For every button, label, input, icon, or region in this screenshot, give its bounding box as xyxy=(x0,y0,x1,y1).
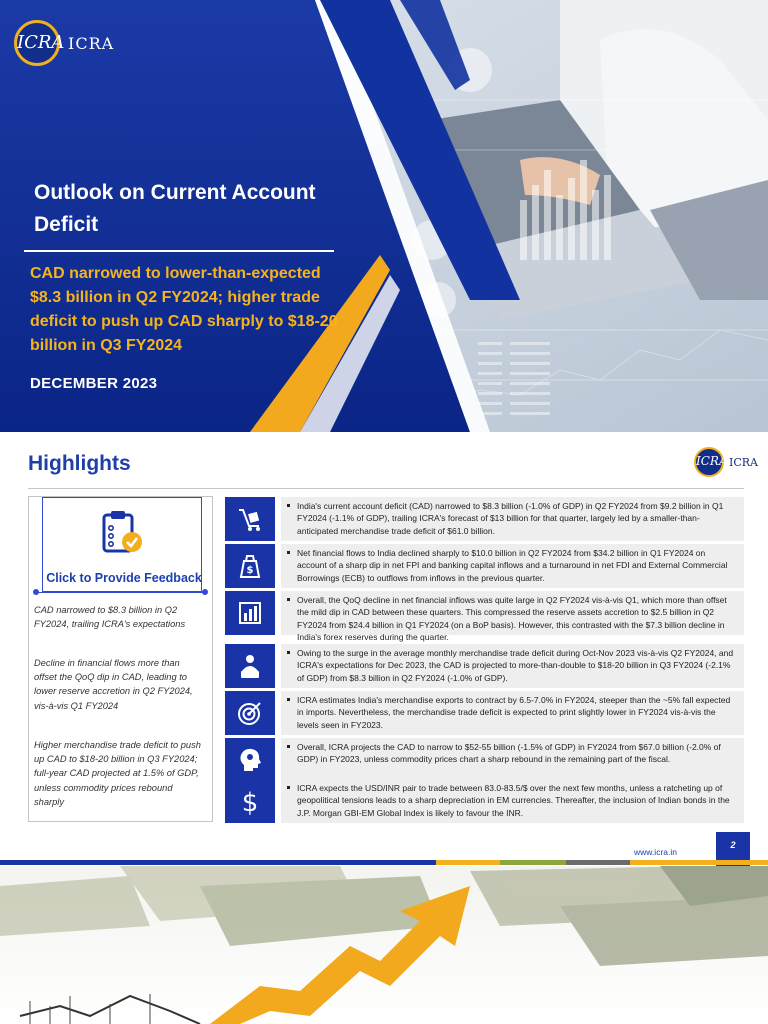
highlights-brand-name: ICRA xyxy=(729,455,758,469)
highlight-row xyxy=(225,497,744,541)
person-laptop-icon xyxy=(225,644,275,688)
clipboard-check-icon xyxy=(96,508,146,558)
footer-stripe xyxy=(436,860,500,865)
highlight-row xyxy=(225,544,744,588)
summary-note-1: CAD narrowed to $8.3 billion in Q2 FY2024, trailing ICRA's expectations xyxy=(34,605,186,630)
emblem-letters: ICRA xyxy=(17,32,65,53)
cover-title: Outlook on Current Account Deficit xyxy=(34,181,316,236)
highlight-text: Overall, the QoQ decline in net financial inflows was quite large in Q2 FY2024 vis-à-vis Q1, which more than offset the mild dip in CAD between these quarters. This compressed the reserve assets accretion to $2.5 billion in Q2 FY2024 from $24.4 billion in Q1 FY2024 (on a BoP basis). However, this contrasted with the $7.3 billion decline in India's forex reserves during the quarter. xyxy=(281,591,744,635)
highlights-title: Highlights xyxy=(28,452,131,475)
footer-stripe xyxy=(500,860,566,865)
bar-chart-icon xyxy=(225,591,275,635)
cover-date: DECEMBER 2023 xyxy=(30,375,158,392)
head-gear-icon xyxy=(225,738,275,782)
dollar-icon xyxy=(225,779,275,823)
icra-emblem-small-icon xyxy=(694,447,728,477)
selection-line xyxy=(36,592,206,593)
highlights-logo xyxy=(694,447,758,477)
selection-handle-left[interactable] xyxy=(33,589,39,595)
highlight-row xyxy=(225,591,744,642)
highlight-row xyxy=(225,691,744,735)
cover-logo xyxy=(14,20,114,66)
highlight-row xyxy=(225,779,744,823)
footer-website-link[interactable]: www.icra.in xyxy=(634,847,677,857)
money-bag-icon xyxy=(225,544,275,588)
footer-stripe xyxy=(0,860,436,865)
highlight-rows xyxy=(225,497,744,823)
feedback-button[interactable] xyxy=(42,497,202,592)
cover-brand-name: ICRA xyxy=(68,33,115,53)
highlights-divider xyxy=(28,488,744,489)
summary-note-3: Higher merchandise trade deficit to push up CAD to $18-20 billion in Q3 FY2024; full-year CAD projected at 1.5% of GDP, unless commodity prices rebound sharply xyxy=(34,740,201,807)
selection-handle-right[interactable] xyxy=(202,589,208,595)
svg-text:$: $ xyxy=(246,565,254,576)
emblem-letters-small: ICRA xyxy=(696,454,728,468)
trolley-box-icon xyxy=(225,497,275,541)
highlight-text: ICRA expects the USD/INR pair to trade between 83.0-83.5/$ over the next few months, unless a ratcheting up of geopolitical tensions leads to a sharp depreciation in EM currencies. Thereafter, the inclusion of Indian bonds in the J.P. Morgan GBI-EM Global Index is likely to favour the INR. xyxy=(281,779,744,823)
footer-stripe xyxy=(630,860,768,865)
highlight-row xyxy=(225,644,744,688)
highlight-text: Overall, ICRA projects the CAD to narrow to $52-55 billion (-1.5% of GDP) in FY2024 from $67.0 billion (-2.0% of GDP) in FY2023, unless commodity prices chart a sharp rebound in the remaining part of the fiscal. xyxy=(281,738,744,782)
page-number: 2 xyxy=(716,832,750,866)
cover-section xyxy=(0,0,768,432)
target-icon xyxy=(225,691,275,735)
cover-subtitle: CAD narrowed to lower-than-expected $8.3 billion in Q2 FY2024; higher trade deficit to push up CAD sharply to $18-20 billion in Q3 FY2024 xyxy=(30,265,338,354)
highlight-text: Owing to the surge in the average monthly merchandise trade deficit during Oct-Nov 2023 vis-à-vis Q2 FY2024, and ICRA's expectations for Dec 2023, the CAD is projected to more-than-double to $18-20 billion in Q3 FY2024 (-2.1% of GDP) from $8.3 billion in Q2 FY2024 (-1.0% of GDP). xyxy=(281,644,744,688)
highlight-text: India's current account deficit (CAD) narrowed to $8.3 billion (-1.0% of GDP) in Q2 FY2024 from $9.2 billion in Q1 FY2024 (-1.1% of GDP), trailing ICRA's forecast of $13 billion for that quarter, largely led by a smaller-than-anticipated merchandise trade deficit of $61.0 billion. xyxy=(281,497,744,541)
footer-stripe xyxy=(566,860,630,865)
svg-text:$: $ xyxy=(241,788,259,816)
highlight-text: ICRA estimates India's merchandise exports to contract by 6.5-7.0% in FY2024, steeper than the ~5% fall expected in imports. Nevertheless, the merchandise trade deficit is expected to print slightly lower in FY2024 vis-à-vis the levels seen in FY2023. xyxy=(281,691,744,735)
highlight-text: Net financial flows to India declined sharply to $10.0 billion in Q2 FY2024 from $34.2 billion in Q1 FY2024 on account of a sharp dip in net FPI and banking capital inflows and a turnaround in net FDI and External Commercial Borrowings (ECB) to outflows from inflows in the previous quarter. xyxy=(281,544,744,588)
feedback-label: Click to Provide Feedback xyxy=(46,571,202,585)
cover-divider xyxy=(24,250,334,252)
summary-note-2: Decline in financial flows more than offset the QoQ dip in CAD, leading to lower reserve accretion in Q2 FY2024, vis-à-vis Q1 FY2024 xyxy=(34,658,193,711)
icra-emblem-icon xyxy=(14,20,65,66)
money-growth-photo xyxy=(0,866,768,1024)
highlight-row xyxy=(225,738,744,782)
